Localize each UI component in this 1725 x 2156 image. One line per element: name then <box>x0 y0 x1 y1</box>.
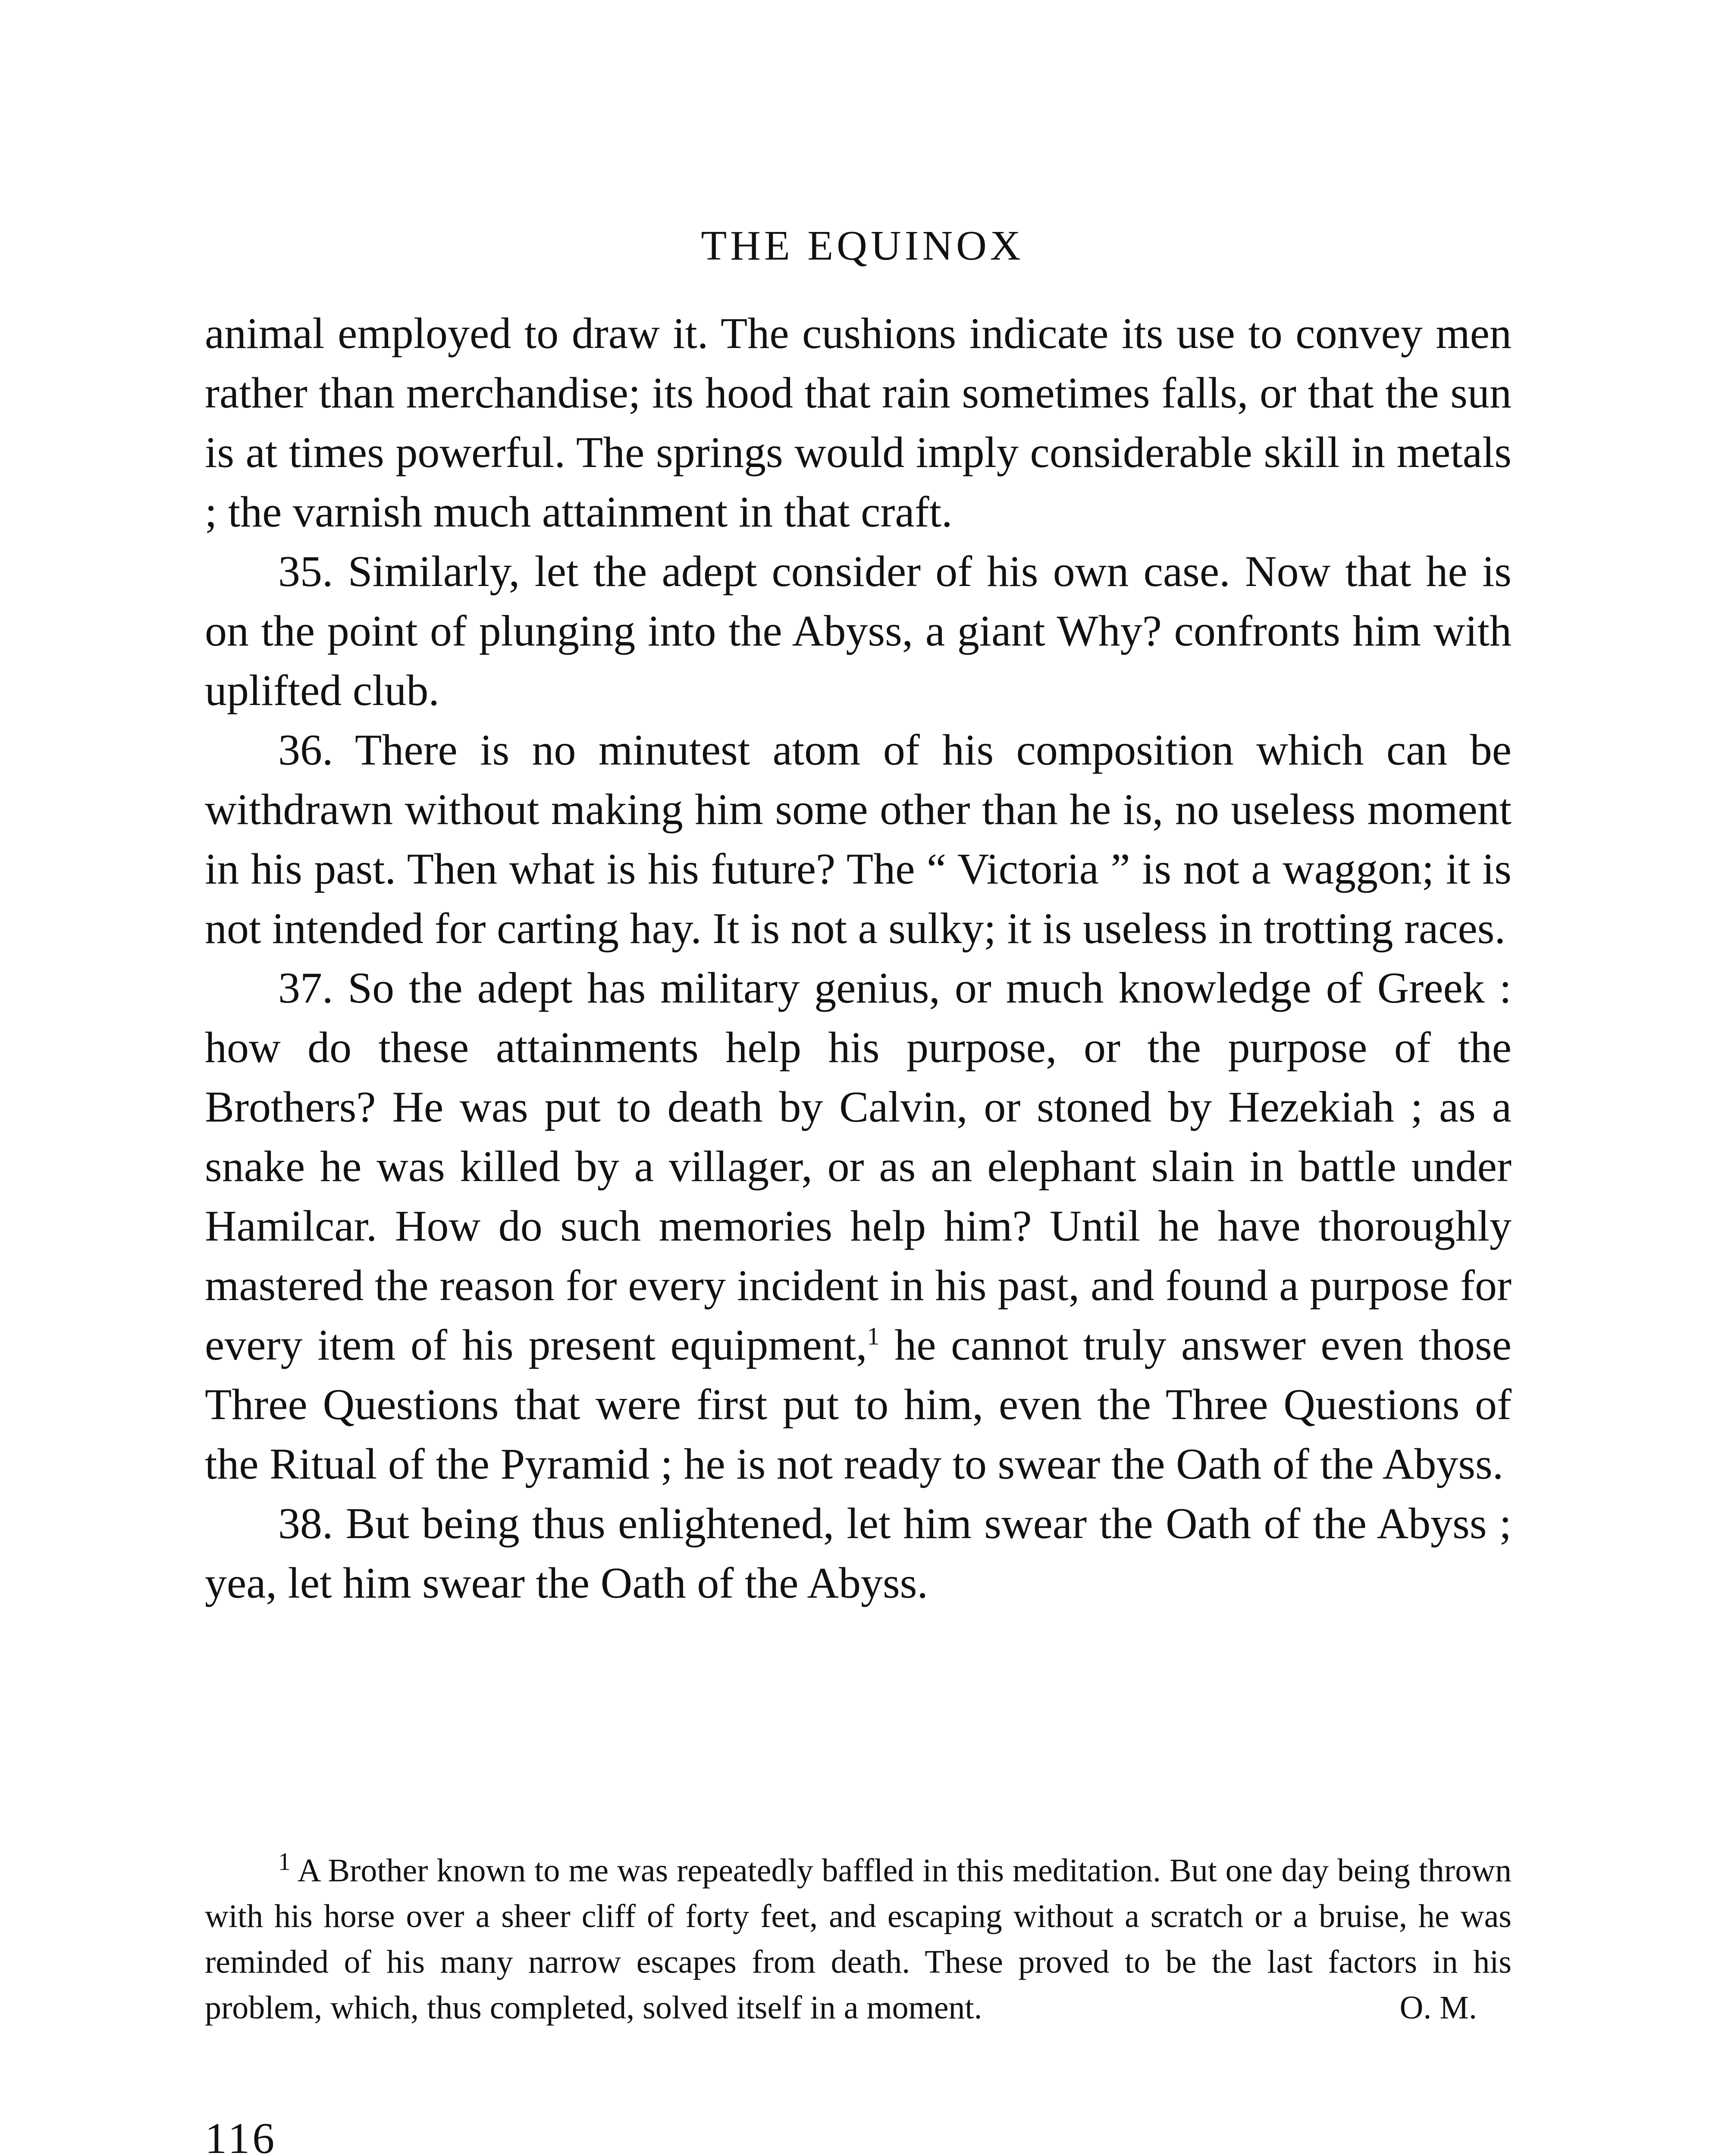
paragraph-text: But being thus enlightened, let him swear the Oath of the Abyss ; yea, let him swear the Oath of the Abyss. <box>205 1499 1512 1608</box>
page-number: 116 <box>205 2114 277 2156</box>
footnote-reference: 1 <box>867 1322 880 1350</box>
paragraph-number: 35. <box>278 547 333 596</box>
paragraph-text: So the adept has military genius, or much knowledge of Greek : how do these attainments help his purpose, or the purpose of the Brothers? He was put to death by Calvin, or stoned by Hezekiah ; as a snake he was killed by a villager, or as an elephant slain in battle under Hamilcar. How do such memories help him? Until he have thoroughly mastered the reason for every incident in his past, and found a purpose for every item of his present equipment, <box>205 964 1512 1369</box>
paragraph-37 <box>205 959 1512 1494</box>
footnote-signature: O. M. <box>1399 1990 1477 2026</box>
footnote <box>205 1848 1512 2031</box>
body-text <box>205 304 1512 1613</box>
paragraph-text-continued: he cannot truly answer even those Three Questions that were first put to him, even the Three Questions of the Ritual of the Pyramid ; he is not ready to swear the Oath of the Abyss. <box>205 1321 1512 1489</box>
footnote-marker: 1 <box>278 1847 291 1876</box>
paragraph-text: Similarly, let the adept consider of his own case. Now that he is on the point of plunging into the Abyss, a giant Why? confronts him with uplifted club. <box>205 547 1512 715</box>
paragraph-number: 38. <box>278 1499 333 1548</box>
paragraph-number: 36. <box>278 726 333 774</box>
paragraph-36 <box>205 721 1512 959</box>
paragraph-text: There is no minutest atom of his composition which can be withdrawn without making him some other than he is, no useless moment in his past. Then what is his future? The “ Victoria ” is not a waggon; it is not intended for carting hay. It is not a sulky; it is useless in trotting races. <box>205 726 1512 953</box>
paragraph-number: 37. <box>278 964 333 1012</box>
running-title: THE EQUINOX <box>701 222 1024 269</box>
footnote-body: A Brother known to me was repeatedly baffled in this meditation. But one day being thrown with his horse over a sheer cliff of forty feet, and escaping without a scratch or a bruise, he was reminded of his many narrow escapes from death. These proved to be the last factors in his problem, which, thus completed, solved itself in a moment. <box>205 1852 1512 2026</box>
continued-paragraph: animal employed to draw it. The cushions indicate its use to convey men rather than merchandise; its hood that rain sometimes falls, or that the sun is at times powerful. The springs would imply considerable skill in metals ; the varnish much attainment in that craft. <box>205 309 1512 536</box>
paragraph-38 <box>205 1494 1512 1613</box>
paragraph-35 <box>205 542 1512 721</box>
